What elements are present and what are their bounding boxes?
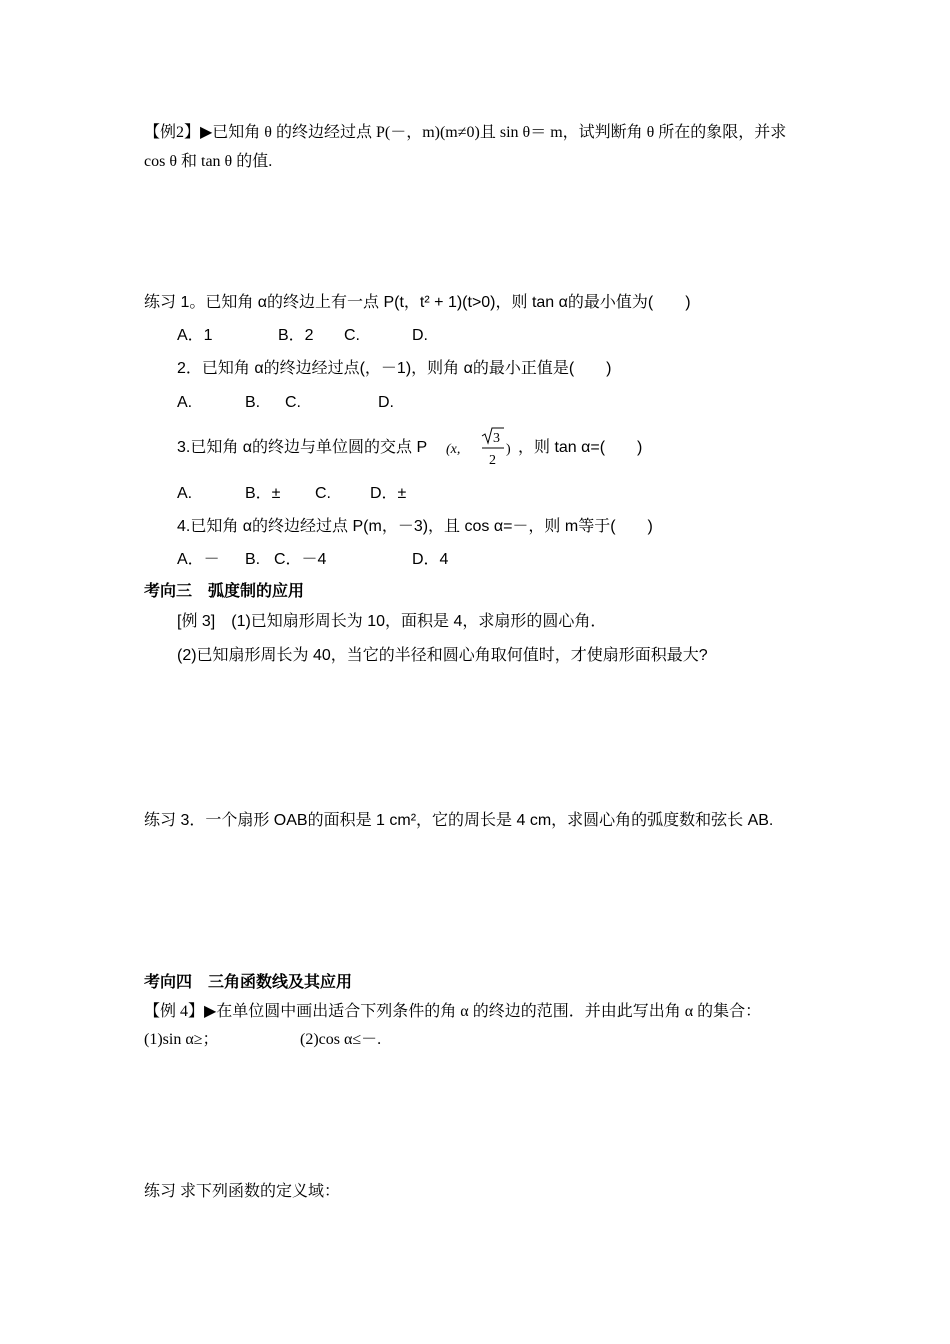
q3-option-a: A. <box>177 485 193 502</box>
q1-option-b: B．2 <box>278 327 314 344</box>
example3-line2: (2)已知扇形周长为 40，当它的半径和圆心角取何值时，才使扇形面积最大? <box>177 647 708 664</box>
svg-text:2: 2 <box>489 453 496 468</box>
q4-option-d: D．4 <box>412 551 449 568</box>
example3-line1: [例 3] (1)已知扇形周长为 10，面积是 4，求扇形的圆心角． <box>177 613 607 630</box>
example2-line2: cos θ 和 tan θ 的值. <box>144 153 273 170</box>
q3-option-c: C. <box>315 485 331 502</box>
q1-option-c: C. <box>344 327 360 344</box>
exercise1-question4: 4.已知角 α的终边经过点 P(m，－3)，且 cos α=－，则 m等于( ) <box>177 518 653 535</box>
q4-option-c: C．－4 <box>274 551 327 568</box>
exercise3: 练习 3．一个扇形 OAB的面积是 1 cm²，它的周长是 4 cm，求圆心角的弧度数和弦长 AB. <box>144 812 774 829</box>
exercise1-question3-prefix: 3.已知角 α的终边与单位圆的交点 P <box>177 439 428 456</box>
svg-text:): ) <box>506 442 511 457</box>
q2-option-d: D. <box>378 394 394 411</box>
q3-point-formula <box>446 426 518 470</box>
q2-option-b: B. <box>245 394 261 411</box>
svg-text:3: 3 <box>493 431 500 446</box>
exercise1-question1: 练习 1。已知角 α的终边上有一点 P(t，t² + 1)(t>0)，则 tan α的最小值为( ) <box>144 294 691 311</box>
q1-option-a: A．1 <box>177 327 213 344</box>
q2-option-a: A. <box>177 394 193 411</box>
example4-line1: 【例 4】▶在单位圆中画出适合下列条件的角 α 的终边的范围．并由此写出角 α 的集合： <box>144 1003 762 1020</box>
section3-heading: 考向三 弧度制的应用 <box>144 583 305 600</box>
q4-option-b: B. <box>245 551 261 568</box>
q1-option-d: D. <box>412 327 428 344</box>
exercise1-question2: 2．已知角 α的终边经过点(，－1)，则角 α的最小正值是( ) <box>177 360 612 377</box>
q3-option-d: D．± <box>370 485 407 502</box>
q2-option-c: C. <box>285 394 301 411</box>
q3-option-b: B．± <box>245 485 281 502</box>
exercise4: 练习 求下列函数的定义域： <box>144 1183 341 1200</box>
example4-part1: (1)sin α≥； <box>144 1031 219 1048</box>
section4-heading: 考向四 三角函数线及其应用 <box>144 974 353 991</box>
exercise1-question3-suffix: ，则 tan α=( ) <box>518 439 643 456</box>
q4-option-a: A．－ <box>177 551 220 568</box>
svg-text:(x,: (x, <box>446 442 461 457</box>
example4-part2: (2)cos α≤－. <box>300 1031 382 1048</box>
example2-line1: 【例2】▶已知角 θ 的终边经过点 P(－，m)(m≠0)且 sin θ＝ m，试判断角 θ 所在的象限，并求 <box>144 124 787 141</box>
